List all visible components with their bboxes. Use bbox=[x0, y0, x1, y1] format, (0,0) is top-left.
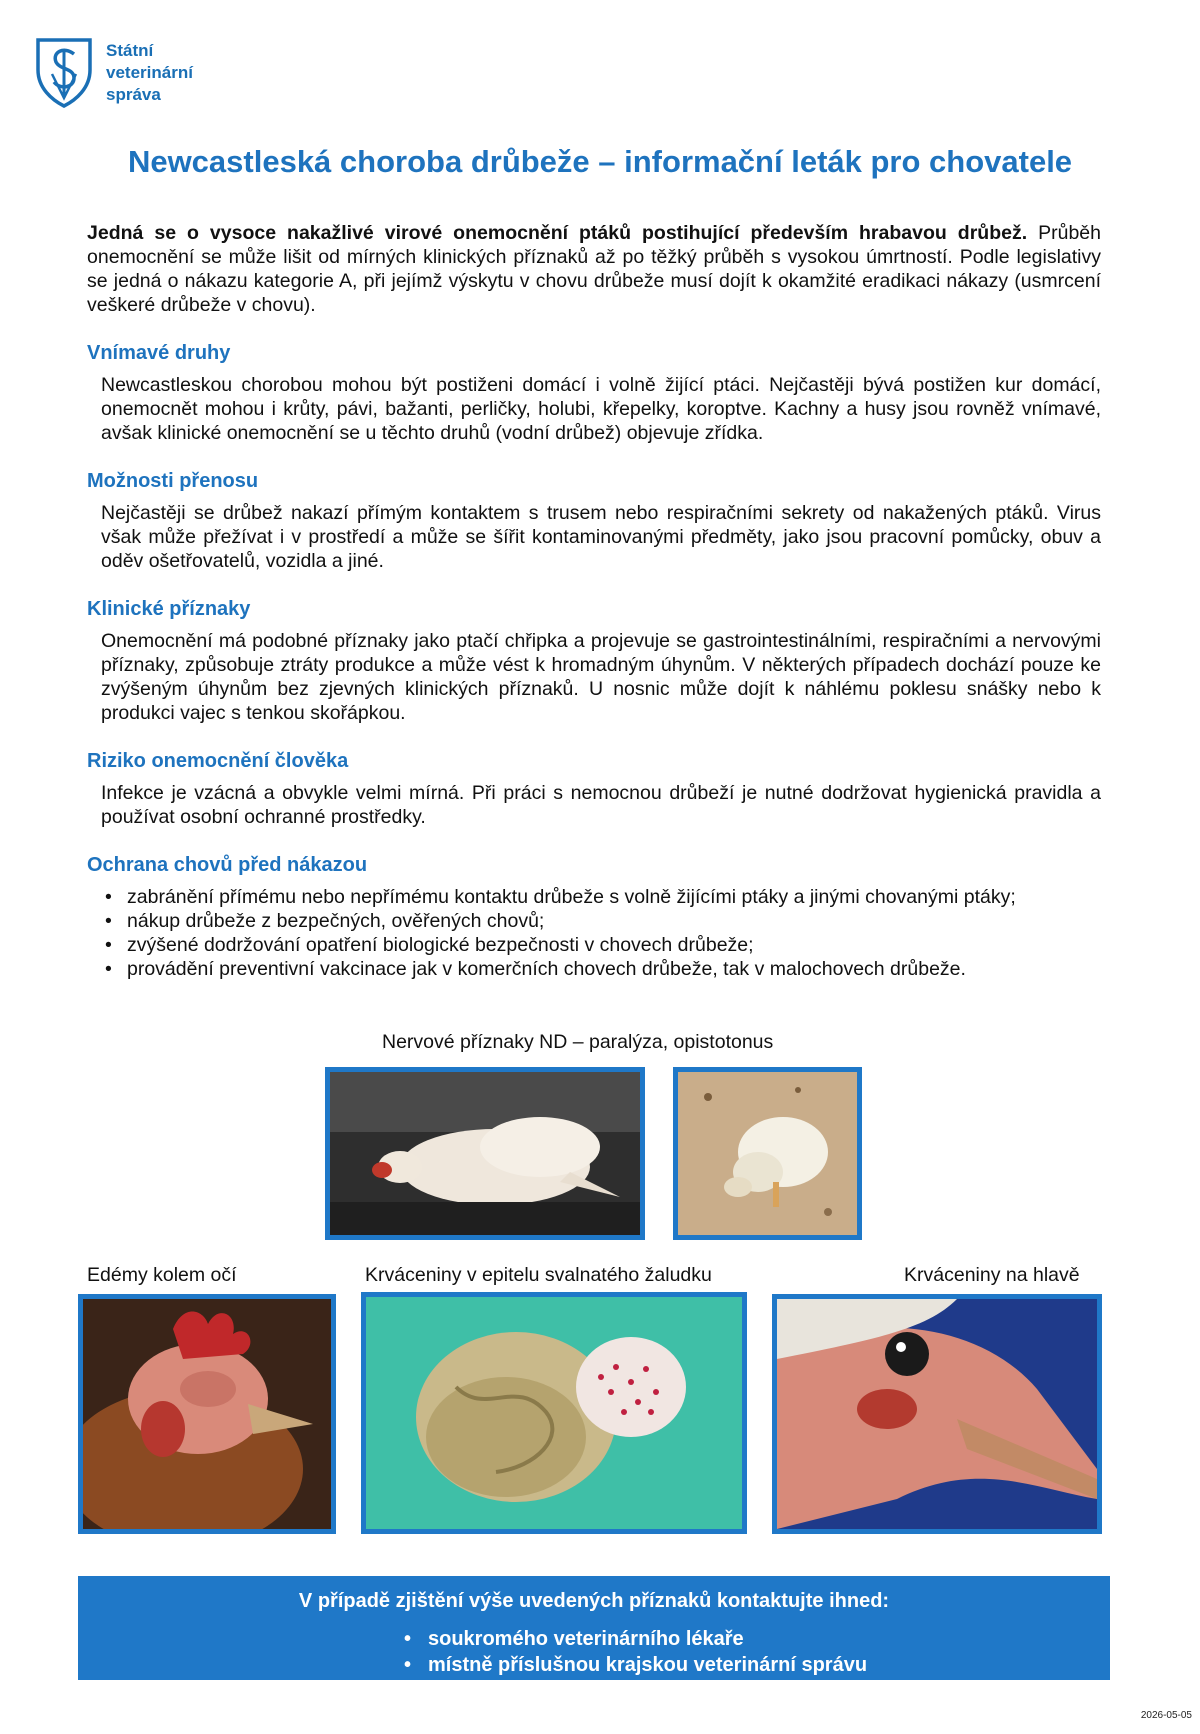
section-text-human-risk: Infekce je vzácná a obvykle velmi mírná. Při práci s nemocnou drůbeží je nutné dodržovat hygienická pravidla a používat osobní ochranné prostředky. bbox=[101, 782, 1101, 828]
contact-list bbox=[404, 1626, 867, 1678]
photo-stomach bbox=[361, 1292, 747, 1534]
intro-bold: Jedná se o vysoce nakažlivé virové onemocnění ptáků postihující především hrabavou drůbež. bbox=[87, 222, 1028, 244]
list-item: • provádění preventivní vakcinace jak v komerčních chovech drůbeže, tak v malochovech drůbeže. bbox=[103, 957, 1101, 981]
section-heading-protection: Ochrana chovů před nákazou bbox=[87, 854, 368, 876]
section-heading-transmission: Možnosti přenosu bbox=[87, 470, 259, 492]
section-heading-species: Vnímavé druhy bbox=[87, 342, 231, 364]
caption-stomach: Krváceniny v epitelu svalnatého žaludku bbox=[365, 1264, 712, 1286]
photo-head bbox=[772, 1294, 1102, 1534]
logo-text bbox=[106, 40, 193, 106]
list-item: • zvýšené dodržování opatření biologické bezpečnosti v chovech drůbeže; bbox=[103, 933, 1101, 957]
photo-paralysis bbox=[325, 1067, 645, 1240]
page-title: Newcastleská choroba drůbeže – informační leták pro chovatele bbox=[127, 144, 1073, 179]
section-text-species: Newcastleskou chorobou mohou být postiženi domácí i volně žijící ptáci. Nejčastěji bývá postižen kur domácí, onemocnět mohou i krůty, pávi, bažanti, perličky, holubi, křepelky, koroptve. Kachny a husy jsou rovněž vnímavé, avšak klinické onemocnění se u těchto druhů (vodní drůbež) objevuje zřídka. bbox=[101, 374, 1101, 444]
section-heading-human-risk: Riziko onemocnění člověka bbox=[87, 750, 349, 772]
list-item: • zabránění přímému nebo nepřímému kontaktu drůbeže s volně žijícími ptáky a jinými chovanými ptáky; bbox=[103, 885, 1101, 909]
logo-line-2: veterinární bbox=[106, 63, 193, 82]
list-item: • nákup drůbeže z bezpečných, ověřených chovů; bbox=[103, 909, 1101, 933]
list-item: • soukromého veterinárního lékaře bbox=[404, 1626, 867, 1652]
contact-box bbox=[78, 1576, 1110, 1680]
contact-title: V případě zjištění výše uvedených příznaků kontaktujte ihned: bbox=[298, 1590, 890, 1612]
logo-line-1: Státní bbox=[106, 41, 154, 60]
logo-line-3: správa bbox=[106, 85, 161, 104]
photo-edema bbox=[78, 1294, 336, 1534]
caption-nervous: Nervové příznaky ND – paralýza, opistotonus bbox=[382, 1031, 774, 1053]
section-text-transmission: Nejčastěji se drůbež nakazí přímým kontaktem s trusem nebo respiračními sekrety od nakažených ptáků. Virus však může přežívat i v prostředí a může se šířit kontaminovanými předměty, jako jsou pracovní pomůcky, obuv a oděv ošetřovatelů, vozidla a jiné. bbox=[101, 502, 1101, 572]
list-item: • místně příslušnou krajskou veterinární správu bbox=[404, 1652, 867, 1678]
section-heading-symptoms: Klinické příznaky bbox=[87, 598, 251, 620]
caption-head: Krváceniny na hlavě bbox=[904, 1264, 1080, 1286]
intro-paragraph bbox=[87, 221, 1101, 317]
photo-chick bbox=[673, 1067, 862, 1240]
caption-edema: Edémy kolem očí bbox=[87, 1264, 237, 1286]
shield-logo-icon bbox=[34, 36, 94, 108]
date-stamp: 2026-05-05 bbox=[1140, 1710, 1192, 1721]
logo bbox=[34, 36, 234, 112]
section-text-symptoms: Onemocnění má podobné příznaky jako ptačí chřipka a projevuje se gastrointestinálními, respiračními a nervovými příznaky, způsobuje ztráty produkce a může vést k hromadným úhynům. V některých případech dochází pouze ke zvýšeným úhynům bez zjevných klinických příznaků. U nosnic může dojít k náhlému poklesu snášky nebo k produkci vajec s tenkou skořápkou. bbox=[101, 630, 1101, 724]
main-content bbox=[87, 221, 1101, 981]
protection-list bbox=[103, 885, 1101, 981]
intro-text: Průběh onemocnění se může lišit od mírných klinických příznaků až po těžký průběh s vysokou úmrtností. Podle legislativy se jedná o nákazu kategorie A, při jejímž výskytu v chovu drůbeže musí dojít k okamžité eradikaci nákazy (usmrcení veškeré drůbeže v chovu). bbox=[87, 222, 1101, 316]
